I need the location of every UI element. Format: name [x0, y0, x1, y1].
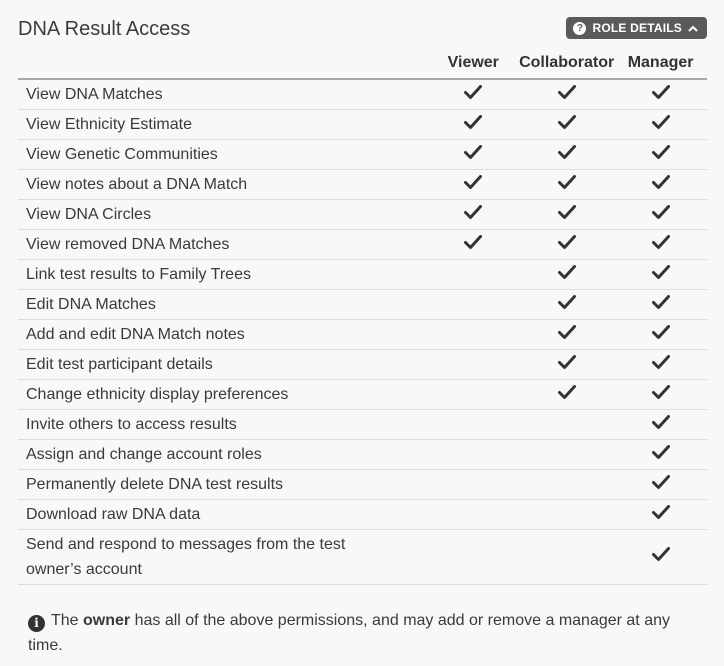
checkmark-icon — [558, 355, 576, 375]
role-details-label: ROLE DETAILS — [592, 21, 682, 35]
permission-collaborator-cell — [519, 110, 614, 140]
permission-manager-cell — [614, 320, 707, 350]
permission-collaborator-cell — [519, 230, 614, 260]
permission-label: Add and edit DNA Match notes — [18, 320, 427, 350]
checkmark-icon — [558, 385, 576, 405]
table-row — [18, 530, 707, 585]
permission-viewer-cell — [427, 500, 519, 530]
permission-manager-cell — [614, 440, 707, 470]
checkmark-icon — [558, 295, 576, 315]
permission-collaborator-cell — [519, 380, 614, 410]
header-manager: Manager — [614, 48, 707, 79]
checkmark-icon — [558, 265, 576, 285]
permission-collaborator-cell — [519, 530, 614, 585]
table-row — [18, 230, 707, 260]
checkmark-icon — [464, 235, 482, 255]
permission-viewer-cell — [427, 230, 519, 260]
permission-collaborator-cell — [519, 470, 614, 500]
table-row — [18, 440, 707, 470]
checkmark-icon — [652, 547, 670, 567]
checkmark-icon — [652, 85, 670, 105]
permission-label: Link test results to Family Trees — [18, 260, 427, 290]
permission-viewer-cell — [427, 410, 519, 440]
checkmark-icon — [464, 115, 482, 135]
chevron-up-icon — [688, 25, 698, 32]
permission-collaborator-cell — [519, 79, 614, 110]
question-circle-icon: ? — [573, 22, 586, 35]
permission-label: Edit test participant details — [18, 350, 427, 380]
permission-manager-cell — [614, 290, 707, 320]
info-circle-icon: i — [28, 615, 45, 632]
permission-label: View removed DNA Matches — [18, 230, 427, 260]
checkmark-icon — [652, 295, 670, 315]
permission-viewer-cell — [427, 260, 519, 290]
permission-collaborator-cell — [519, 350, 614, 380]
table-row — [18, 260, 707, 290]
permission-manager-cell — [614, 110, 707, 140]
table-row — [18, 470, 707, 500]
table-row — [18, 500, 707, 530]
permission-manager-cell — [614, 380, 707, 410]
permission-viewer-cell — [427, 530, 519, 585]
permission-collaborator-cell — [519, 320, 614, 350]
checkmark-icon — [464, 175, 482, 195]
permission-viewer-cell — [427, 170, 519, 200]
permission-viewer-cell — [427, 440, 519, 470]
permission-label: Permanently delete DNA test results — [18, 470, 427, 500]
permission-manager-cell — [614, 170, 707, 200]
checkmark-icon — [652, 145, 670, 165]
permission-viewer-cell — [427, 290, 519, 320]
page-title: DNA Result Access — [18, 18, 191, 40]
permission-collaborator-cell — [519, 170, 614, 200]
permission-label: View DNA Matches — [18, 79, 427, 110]
table-row — [18, 320, 707, 350]
checkmark-icon — [652, 475, 670, 495]
checkmark-icon — [652, 385, 670, 405]
permission-manager-cell — [614, 350, 707, 380]
permission-label: Invite others to access results — [18, 410, 427, 440]
permission-viewer-cell — [427, 380, 519, 410]
checkmark-icon — [652, 355, 670, 375]
table-row — [18, 290, 707, 320]
checkmark-icon — [652, 415, 670, 435]
checkmark-icon — [652, 505, 670, 525]
permission-viewer-cell — [427, 110, 519, 140]
table-row — [18, 170, 707, 200]
table-row — [18, 200, 707, 230]
permission-label: Edit DNA Matches — [18, 290, 427, 320]
footnote-prefix: The — [51, 612, 84, 629]
permission-collaborator-cell — [519, 290, 614, 320]
permission-viewer-cell — [427, 350, 519, 380]
permissions-table — [18, 48, 707, 585]
permission-label: Assign and change account roles — [18, 440, 427, 470]
footnote-suffix: has all of the above permissions, and may add or remove a manager at any time. — [28, 612, 670, 654]
permissions-table-body — [18, 79, 707, 585]
checkmark-icon — [558, 115, 576, 135]
permission-label: View notes about a DNA Match — [18, 170, 427, 200]
permission-label: View DNA Circles — [18, 200, 427, 230]
permission-manager-cell — [614, 470, 707, 500]
checkmark-icon — [558, 175, 576, 195]
permission-manager-cell — [614, 200, 707, 230]
owner-footnote — [28, 608, 698, 658]
permission-manager-cell — [614, 140, 707, 170]
permission-manager-cell — [614, 79, 707, 110]
checkmark-icon — [558, 205, 576, 225]
role-details-button[interactable] — [566, 17, 707, 39]
table-row — [18, 79, 707, 110]
table-row — [18, 380, 707, 410]
permission-label: Send and respond to messages from the test owner’s account — [18, 530, 427, 585]
checkmark-icon — [464, 145, 482, 165]
permission-viewer-cell — [427, 320, 519, 350]
permission-collaborator-cell — [519, 200, 614, 230]
permission-collaborator-cell — [519, 500, 614, 530]
permission-viewer-cell — [427, 200, 519, 230]
checkmark-icon — [652, 325, 670, 345]
permission-viewer-cell — [427, 470, 519, 500]
permission-manager-cell — [614, 500, 707, 530]
checkmark-icon — [558, 325, 576, 345]
header-collaborator: Collaborator — [519, 48, 614, 79]
permission-viewer-cell — [427, 140, 519, 170]
checkmark-icon — [652, 235, 670, 255]
checkmark-icon — [558, 145, 576, 165]
checkmark-icon — [464, 85, 482, 105]
table-row — [18, 110, 707, 140]
permission-manager-cell — [614, 260, 707, 290]
checkmark-icon — [464, 205, 482, 225]
table-row — [18, 410, 707, 440]
permission-manager-cell — [614, 230, 707, 260]
table-row — [18, 350, 707, 380]
permission-collaborator-cell — [519, 440, 614, 470]
permission-collaborator-cell — [519, 410, 614, 440]
permission-label: View Ethnicity Estimate — [18, 110, 427, 140]
permission-label: Change ethnicity display preferences — [18, 380, 427, 410]
header-viewer: Viewer — [427, 48, 519, 79]
checkmark-icon — [652, 265, 670, 285]
checkmark-icon — [652, 115, 670, 135]
permission-manager-cell — [614, 530, 707, 585]
checkmark-icon — [558, 85, 576, 105]
checkmark-icon — [558, 235, 576, 255]
checkmark-icon — [652, 175, 670, 195]
permission-collaborator-cell — [519, 260, 614, 290]
permission-label: View Genetic Communities — [18, 140, 427, 170]
checkmark-icon — [652, 445, 670, 465]
checkmark-icon — [652, 205, 670, 225]
permission-collaborator-cell — [519, 140, 614, 170]
permission-viewer-cell — [427, 79, 519, 110]
permission-label: Download raw DNA data — [18, 500, 427, 530]
table-row — [18, 140, 707, 170]
footnote-owner: owner — [83, 612, 131, 629]
permission-manager-cell — [614, 410, 707, 440]
header-permission — [18, 48, 427, 79]
table-header-row — [18, 48, 707, 79]
